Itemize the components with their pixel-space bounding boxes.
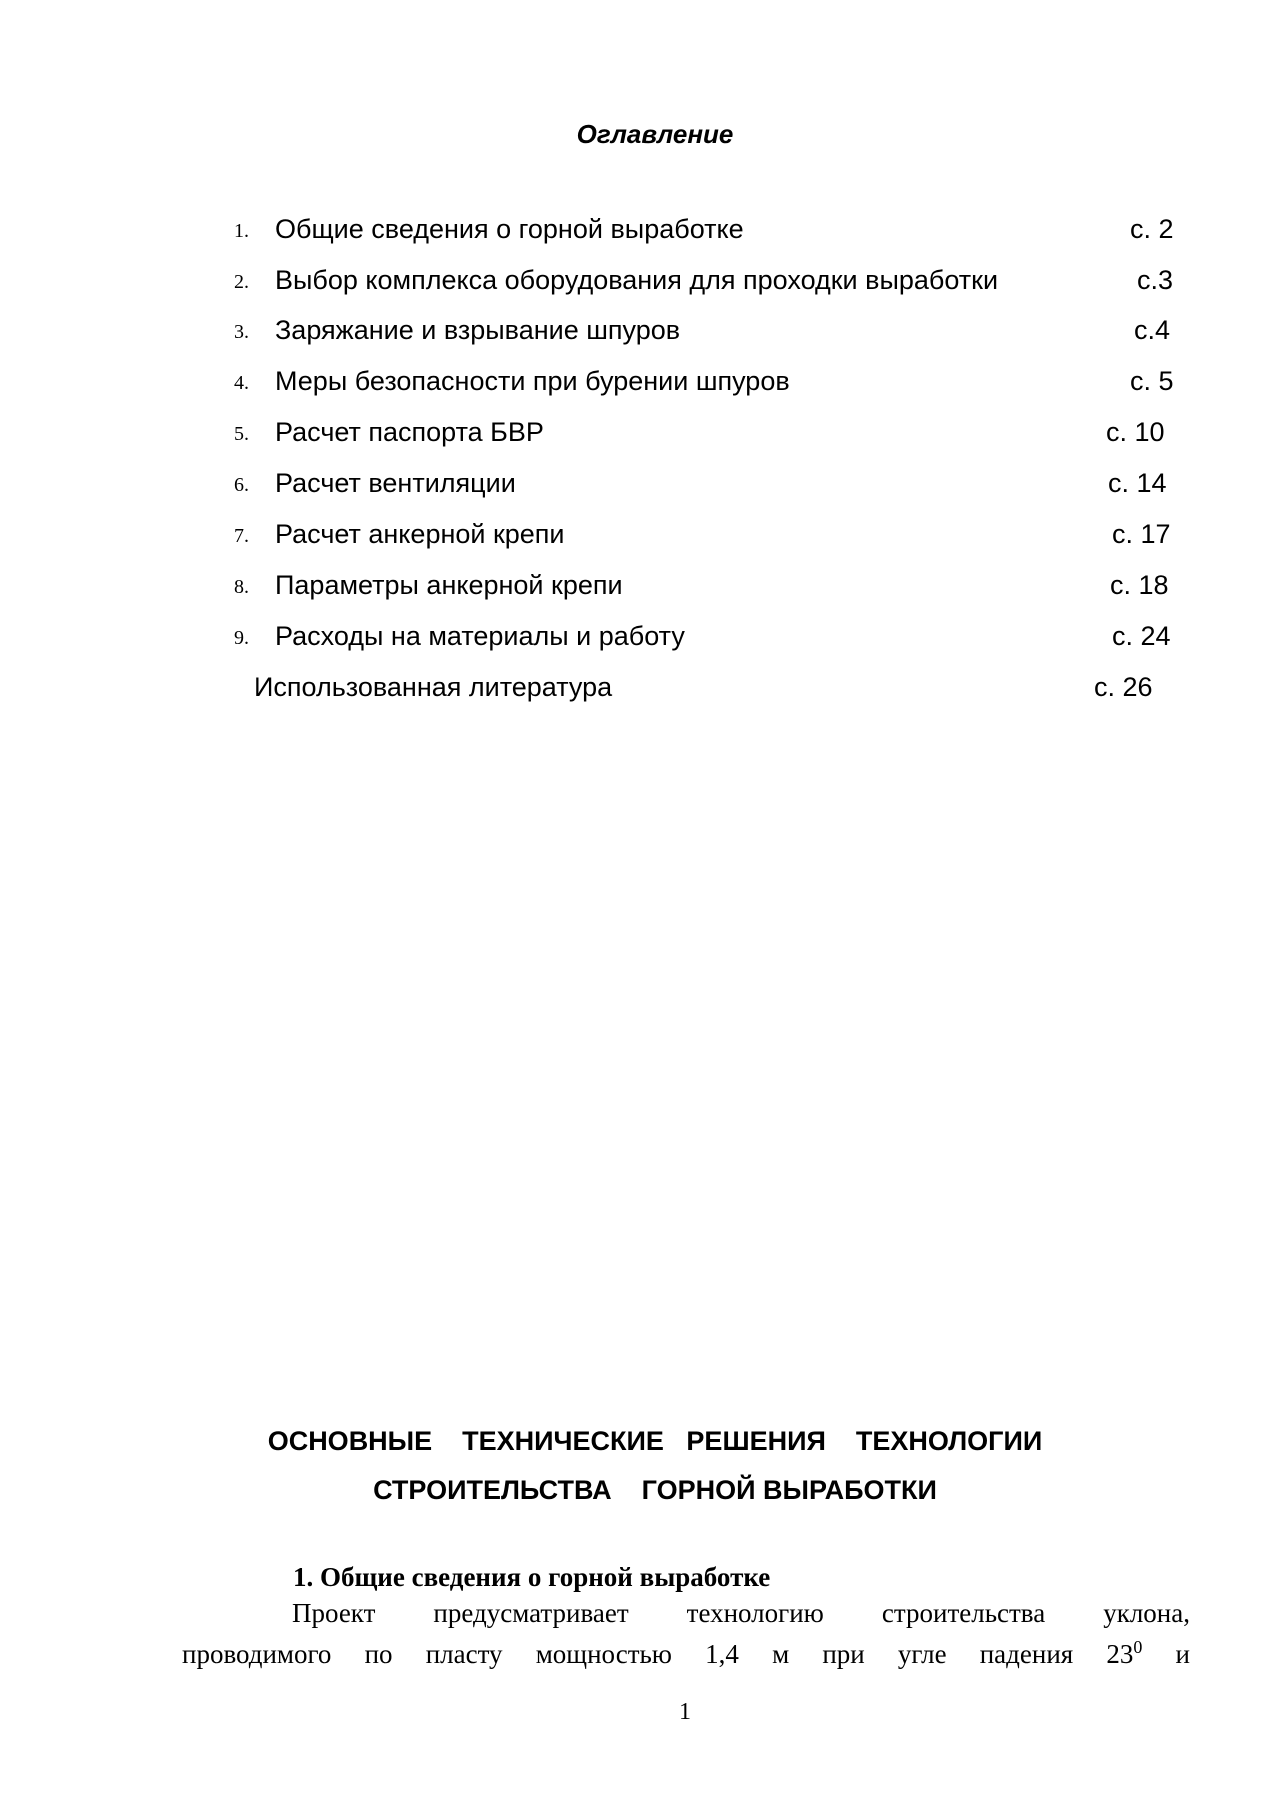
toc-item-page: с. 18 [1110, 570, 1169, 600]
toc-item-number: 4. [234, 372, 249, 394]
toc-title: Оглавление [576, 119, 734, 149]
toc-item-title: Параметры анкерной крепи [275, 570, 623, 600]
toc-item [0, 616, 1280, 656]
body-text-line: Проект предусматривает технологию строительства уклона, [292, 1598, 1190, 1628]
toc-item-title: Заряжание и взрывание шпуров [275, 315, 681, 345]
toc-item-number: 8. [234, 576, 249, 598]
toc-item [0, 412, 1280, 452]
toc-item-title: Расходы на материалы и работу [275, 621, 685, 651]
toc-item [0, 565, 1280, 605]
toc-item-title: Расчет анкерной крепи [275, 519, 565, 549]
page-number: 1 [679, 1699, 691, 1725]
toc-literature-page: с. 26 [1094, 672, 1153, 702]
toc-item-page: с. 24 [1112, 621, 1171, 651]
degree-superscript: 0 [1133, 1637, 1143, 1657]
toc-item-page: с. 10 [1106, 417, 1165, 447]
body-text-line [182, 1631, 1190, 1670]
toc-item-number: 1. [234, 220, 249, 242]
toc-item-number: 3. [234, 321, 249, 343]
body-text-fragment: проводимого по пласту мощностью 1,4 м при угле падения 23 [182, 1639, 1134, 1669]
toc-item [0, 310, 1280, 350]
toc-item-title: Выбор комплекса оборудования для проходки выработки [275, 265, 999, 295]
main-heading-line2: СТРОИТЕЛЬСТВА ГОРНОЙ ВЫРАБОТКИ [373, 1475, 937, 1505]
section-heading: 1. Общие сведения о горной выработке [293, 1562, 771, 1592]
toc-item-number: 2. [234, 271, 249, 293]
toc-item-page: с.3 [1137, 265, 1174, 295]
toc-item [0, 260, 1280, 300]
toc-item-number: 7. [234, 525, 249, 547]
toc-item [0, 463, 1280, 503]
toc-item-page: с. 14 [1108, 468, 1167, 498]
toc-item-number: 5. [234, 423, 249, 445]
toc-item [0, 514, 1280, 554]
toc-literature-title: Использованная литература [254, 672, 613, 702]
toc-item-page: с.4 [1134, 315, 1171, 345]
toc-item-page: с. 5 [1130, 366, 1174, 396]
main-heading-line1: ОСНОВНЫЕ ТЕХНИЧЕСКИЕ РЕШЕНИЯ ТЕХНОЛОГИИ [267, 1426, 1043, 1456]
toc-item-title: Расчет паспорта БВР [275, 417, 544, 447]
body-text-fragment: и [1142, 1639, 1190, 1669]
toc-item [0, 361, 1280, 401]
toc-item-title: Меры безопасности при бурении шпуров [275, 366, 790, 396]
toc-item-literature [0, 667, 1280, 707]
toc-item-title: Расчет вентиляции [275, 468, 516, 498]
toc-item-page: с. 2 [1130, 214, 1174, 244]
toc-item-title: Общие сведения о горной выработке [275, 214, 744, 244]
toc-item-number: 9. [234, 627, 249, 649]
toc-item [0, 209, 1280, 249]
toc-item-number: 6. [234, 474, 249, 496]
toc-item-page: с. 17 [1112, 519, 1171, 549]
